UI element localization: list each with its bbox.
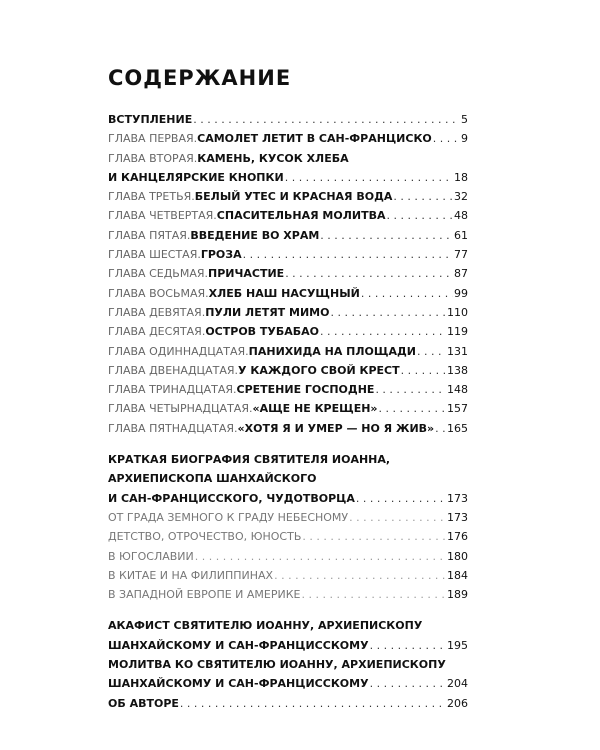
chapter-label: ГЛАВА ТРИНАДЦАТАЯ. bbox=[108, 383, 237, 397]
dot-leader bbox=[274, 566, 446, 585]
entry-title: ОБ АВТОРЕ bbox=[108, 696, 179, 710]
entry-title: АКАФИСТ СВЯТИТЕЛЮ ИОАННУ, АРХИЕПИСКОПУ bbox=[108, 619, 423, 633]
entry-title: СРЕТЕНИЕ ГОСПОДНЕ bbox=[236, 383, 375, 397]
table-of-contents bbox=[108, 110, 468, 713]
page-number: 184 bbox=[447, 568, 468, 582]
biography-subsections bbox=[108, 508, 468, 604]
entry-title: «ХОТЯ Я И УМЕР — НО Я ЖИВ» bbox=[237, 421, 435, 435]
entry-title: ГРОЗА bbox=[200, 248, 242, 262]
entry-title: «АЩЕ НЕ КРЕЩЕН» bbox=[252, 402, 378, 416]
entry-title: ХЛЕБ НАШ НАСУЩНЫЙ bbox=[208, 286, 360, 300]
toc-entry-chapter-12[interactable] bbox=[108, 361, 468, 380]
page-number: 119 bbox=[447, 325, 468, 339]
entry-title: БЕЛЫЙ УТЕС И КРАСНАЯ ВОДА bbox=[194, 190, 393, 204]
entry-title: В ЮГОСЛАВИИ bbox=[108, 549, 194, 563]
dot-leader bbox=[243, 245, 453, 264]
dot-leader bbox=[301, 585, 446, 604]
page-number: 87 bbox=[454, 267, 468, 281]
entry-title: И КАНЦЕЛЯРСКИЕ КНОПКИ bbox=[108, 170, 284, 184]
page-number: 157 bbox=[447, 402, 468, 416]
page-number: 176 bbox=[447, 530, 468, 544]
toc-entry-chapter-5[interactable] bbox=[108, 226, 468, 245]
toc-entry-chapter-14[interactable] bbox=[108, 399, 468, 418]
chapter-label: ГЛАВА ПЯТНАДЦАТАЯ. bbox=[108, 421, 238, 435]
chapter-label: ГЛАВА ПЯТАЯ. bbox=[108, 228, 191, 242]
entry-title: ПРИЧАСТИЕ bbox=[208, 267, 285, 281]
entry-title: ОТ ГРАДА ЗЕМНОГО К ГРАДУ НЕБЕСНОМУ bbox=[108, 510, 349, 524]
toc-entry-chapter-6[interactable] bbox=[108, 245, 468, 264]
dot-leader bbox=[195, 547, 446, 566]
toc-entry-intro[interactable] bbox=[108, 110, 468, 129]
dot-leader bbox=[386, 206, 453, 225]
toc-subentry[interactable] bbox=[108, 547, 468, 566]
toc-entry-chapter-4[interactable] bbox=[108, 206, 468, 225]
page-number: 99 bbox=[454, 286, 468, 300]
toc-entry-prayer-cont[interactable] bbox=[108, 674, 468, 693]
toc-subentry[interactable] bbox=[108, 508, 468, 527]
chapter-label: ГЛАВА ТРЕТЬЯ. bbox=[108, 190, 195, 204]
entry-title: СПАСИТЕЛЬНАЯ МОЛИТВА bbox=[216, 209, 386, 223]
chapter-label: ГЛАВА СЕДЬМАЯ. bbox=[108, 267, 208, 281]
entry-title: АРХИЕПИСКОПА ШАНХАЙСКОГО bbox=[108, 472, 317, 486]
page-number: 9 bbox=[461, 132, 468, 146]
toc-entry-akathist-cont[interactable] bbox=[108, 636, 468, 655]
chapter-label: ГЛАВА ОДИННАДЦАТАЯ. bbox=[108, 344, 249, 358]
page-number: 148 bbox=[447, 383, 468, 397]
page-number: 204 bbox=[447, 677, 468, 691]
page-number: 195 bbox=[447, 638, 468, 652]
page-number: 189 bbox=[447, 588, 468, 602]
toc-entry-biography-cont[interactable] bbox=[108, 489, 468, 508]
chapter-label: ГЛАВА ШЕСТАЯ. bbox=[108, 248, 201, 262]
page-number: 138 bbox=[447, 363, 468, 377]
entry-title: ВВЕДЕНИЕ ВО ХРАМ bbox=[190, 228, 320, 242]
dot-leader bbox=[349, 508, 446, 527]
chapter-label: ГЛАВА ВТОРАЯ. bbox=[108, 151, 198, 165]
entry-title: КРАТКАЯ БИОГРАФИЯ СВЯТИТЕЛЯ ИОАННА, bbox=[108, 453, 391, 467]
dot-leader bbox=[375, 380, 446, 399]
entry-title: И САН-ФРАНЦИССКОГО, ЧУДОТВОРЦА bbox=[108, 491, 355, 505]
page-number: 173 bbox=[447, 510, 468, 524]
dot-leader bbox=[361, 284, 453, 303]
toc-subentry[interactable] bbox=[108, 527, 468, 546]
entry-title: КАМЕНЬ, КУСОК ХЛЕБА bbox=[197, 151, 349, 165]
entry-title: ОСТРОВ ТУБАБАО bbox=[205, 325, 320, 339]
entry-title: У КАЖДОГО СВОЙ КРЕСТ bbox=[238, 363, 400, 377]
dot-leader bbox=[370, 636, 446, 655]
page-number: 48 bbox=[454, 209, 468, 223]
dot-leader bbox=[285, 264, 453, 283]
toc-entry-chapter-13[interactable] bbox=[108, 380, 468, 399]
toc-entry-chapter-1[interactable] bbox=[108, 129, 468, 148]
toc-entry-prayer[interactable] bbox=[108, 655, 468, 674]
chapter-list bbox=[108, 187, 468, 438]
toc-entry-chapter-2-cont[interactable] bbox=[108, 168, 468, 187]
page-title: СОДЕРЖАНИЕ bbox=[108, 66, 292, 90]
page-number: 5 bbox=[461, 113, 468, 126]
chapter-label: ГЛАВА ПЕРВАЯ. bbox=[108, 132, 198, 146]
toc-entry-chapter-8[interactable] bbox=[108, 284, 468, 303]
page-number: 165 bbox=[447, 421, 468, 435]
dot-leader bbox=[417, 342, 446, 361]
page-number: 77 bbox=[454, 248, 468, 262]
chapter-label: ГЛАВА ЧЕТВЕРТАЯ. bbox=[108, 209, 217, 223]
dot-leader bbox=[356, 489, 446, 508]
spacer bbox=[108, 438, 468, 450]
dot-leader bbox=[330, 303, 446, 322]
page-number: 206 bbox=[447, 696, 468, 710]
entry-title: ШАНХАЙСКОМУ И САН-ФРАНЦИССКОМУ bbox=[108, 677, 369, 691]
dot-leader bbox=[193, 110, 460, 129]
toc-entry-author[interactable] bbox=[108, 694, 468, 713]
entry-title: ШАНХАЙСКОМУ И САН-ФРАНЦИССКОМУ bbox=[108, 638, 369, 652]
dot-leader bbox=[393, 187, 453, 206]
dot-leader bbox=[180, 694, 446, 713]
dot-leader bbox=[379, 399, 446, 418]
spacer bbox=[108, 604, 468, 616]
chapter-label: ГЛАВА ВОСЬМАЯ. bbox=[108, 286, 209, 300]
toc-entry-biography[interactable] bbox=[108, 450, 468, 469]
toc-entry-chapter-10[interactable] bbox=[108, 322, 468, 341]
entry-title: ДЕТСТВО, ОТРОЧЕСТВО, ЮНОСТЬ bbox=[108, 530, 302, 544]
entry-title: МОЛИТВА КО СВЯТИТЕЛЮ ИОАННУ, АРХИЕПИСКОПУ bbox=[108, 658, 446, 672]
page-number: 131 bbox=[447, 344, 468, 358]
toc-entry-chapter-9[interactable] bbox=[108, 303, 468, 322]
toc-subentry[interactable] bbox=[108, 566, 468, 585]
toc-subentry[interactable] bbox=[108, 585, 468, 604]
dot-leader bbox=[285, 168, 453, 187]
dot-leader bbox=[370, 674, 446, 693]
dot-leader bbox=[320, 226, 453, 245]
dot-leader bbox=[433, 129, 460, 148]
toc-entry-akathist[interactable] bbox=[108, 616, 468, 635]
entry-title: ВСТУПЛЕНИЕ bbox=[108, 113, 193, 126]
toc-entry-chapter-11[interactable] bbox=[108, 342, 468, 361]
toc-entry-chapter-2[interactable] bbox=[108, 149, 468, 168]
entry-title: ПУЛИ ЛЕТЯТ МИМО bbox=[205, 305, 330, 319]
chapter-label: ГЛАВА ДЕВЯТАЯ. bbox=[108, 305, 206, 319]
entry-title: В ЗАПАДНОЙ ЕВРОПЕ И АМЕРИКЕ bbox=[108, 588, 301, 602]
toc-entry-chapter-7[interactable] bbox=[108, 264, 468, 283]
page-number: 18 bbox=[454, 170, 468, 184]
entry-title: ПАНИХИДА НА ПЛОЩАДИ bbox=[248, 344, 416, 358]
toc-entry-chapter-3[interactable] bbox=[108, 187, 468, 206]
entry-title: САМОЛЕТ ЛЕТИТ В САН-ФРАНЦИСКО bbox=[197, 132, 432, 146]
chapter-label: ГЛАВА ДЕСЯТАЯ. bbox=[108, 325, 206, 339]
page-number: 110 bbox=[447, 305, 468, 319]
toc-entry-chapter-15[interactable] bbox=[108, 419, 468, 438]
dot-leader bbox=[435, 419, 446, 438]
chapter-label: ГЛАВА ЧЕТЫРНАДЦАТАЯ. bbox=[108, 402, 253, 416]
page-number: 32 bbox=[454, 190, 468, 204]
toc-entry-biography-cont[interactable] bbox=[108, 469, 468, 488]
page-number: 61 bbox=[454, 228, 468, 242]
dot-leader bbox=[302, 527, 446, 546]
entry-title: В КИТАЕ И НА ФИЛИППИНАХ bbox=[108, 568, 274, 582]
page-number: 180 bbox=[447, 549, 468, 563]
page-number: 173 bbox=[447, 491, 468, 505]
chapter-label: ГЛАВА ДВЕНАДЦАТАЯ. bbox=[108, 363, 239, 377]
dot-leader bbox=[320, 322, 446, 341]
dot-leader bbox=[401, 361, 446, 380]
